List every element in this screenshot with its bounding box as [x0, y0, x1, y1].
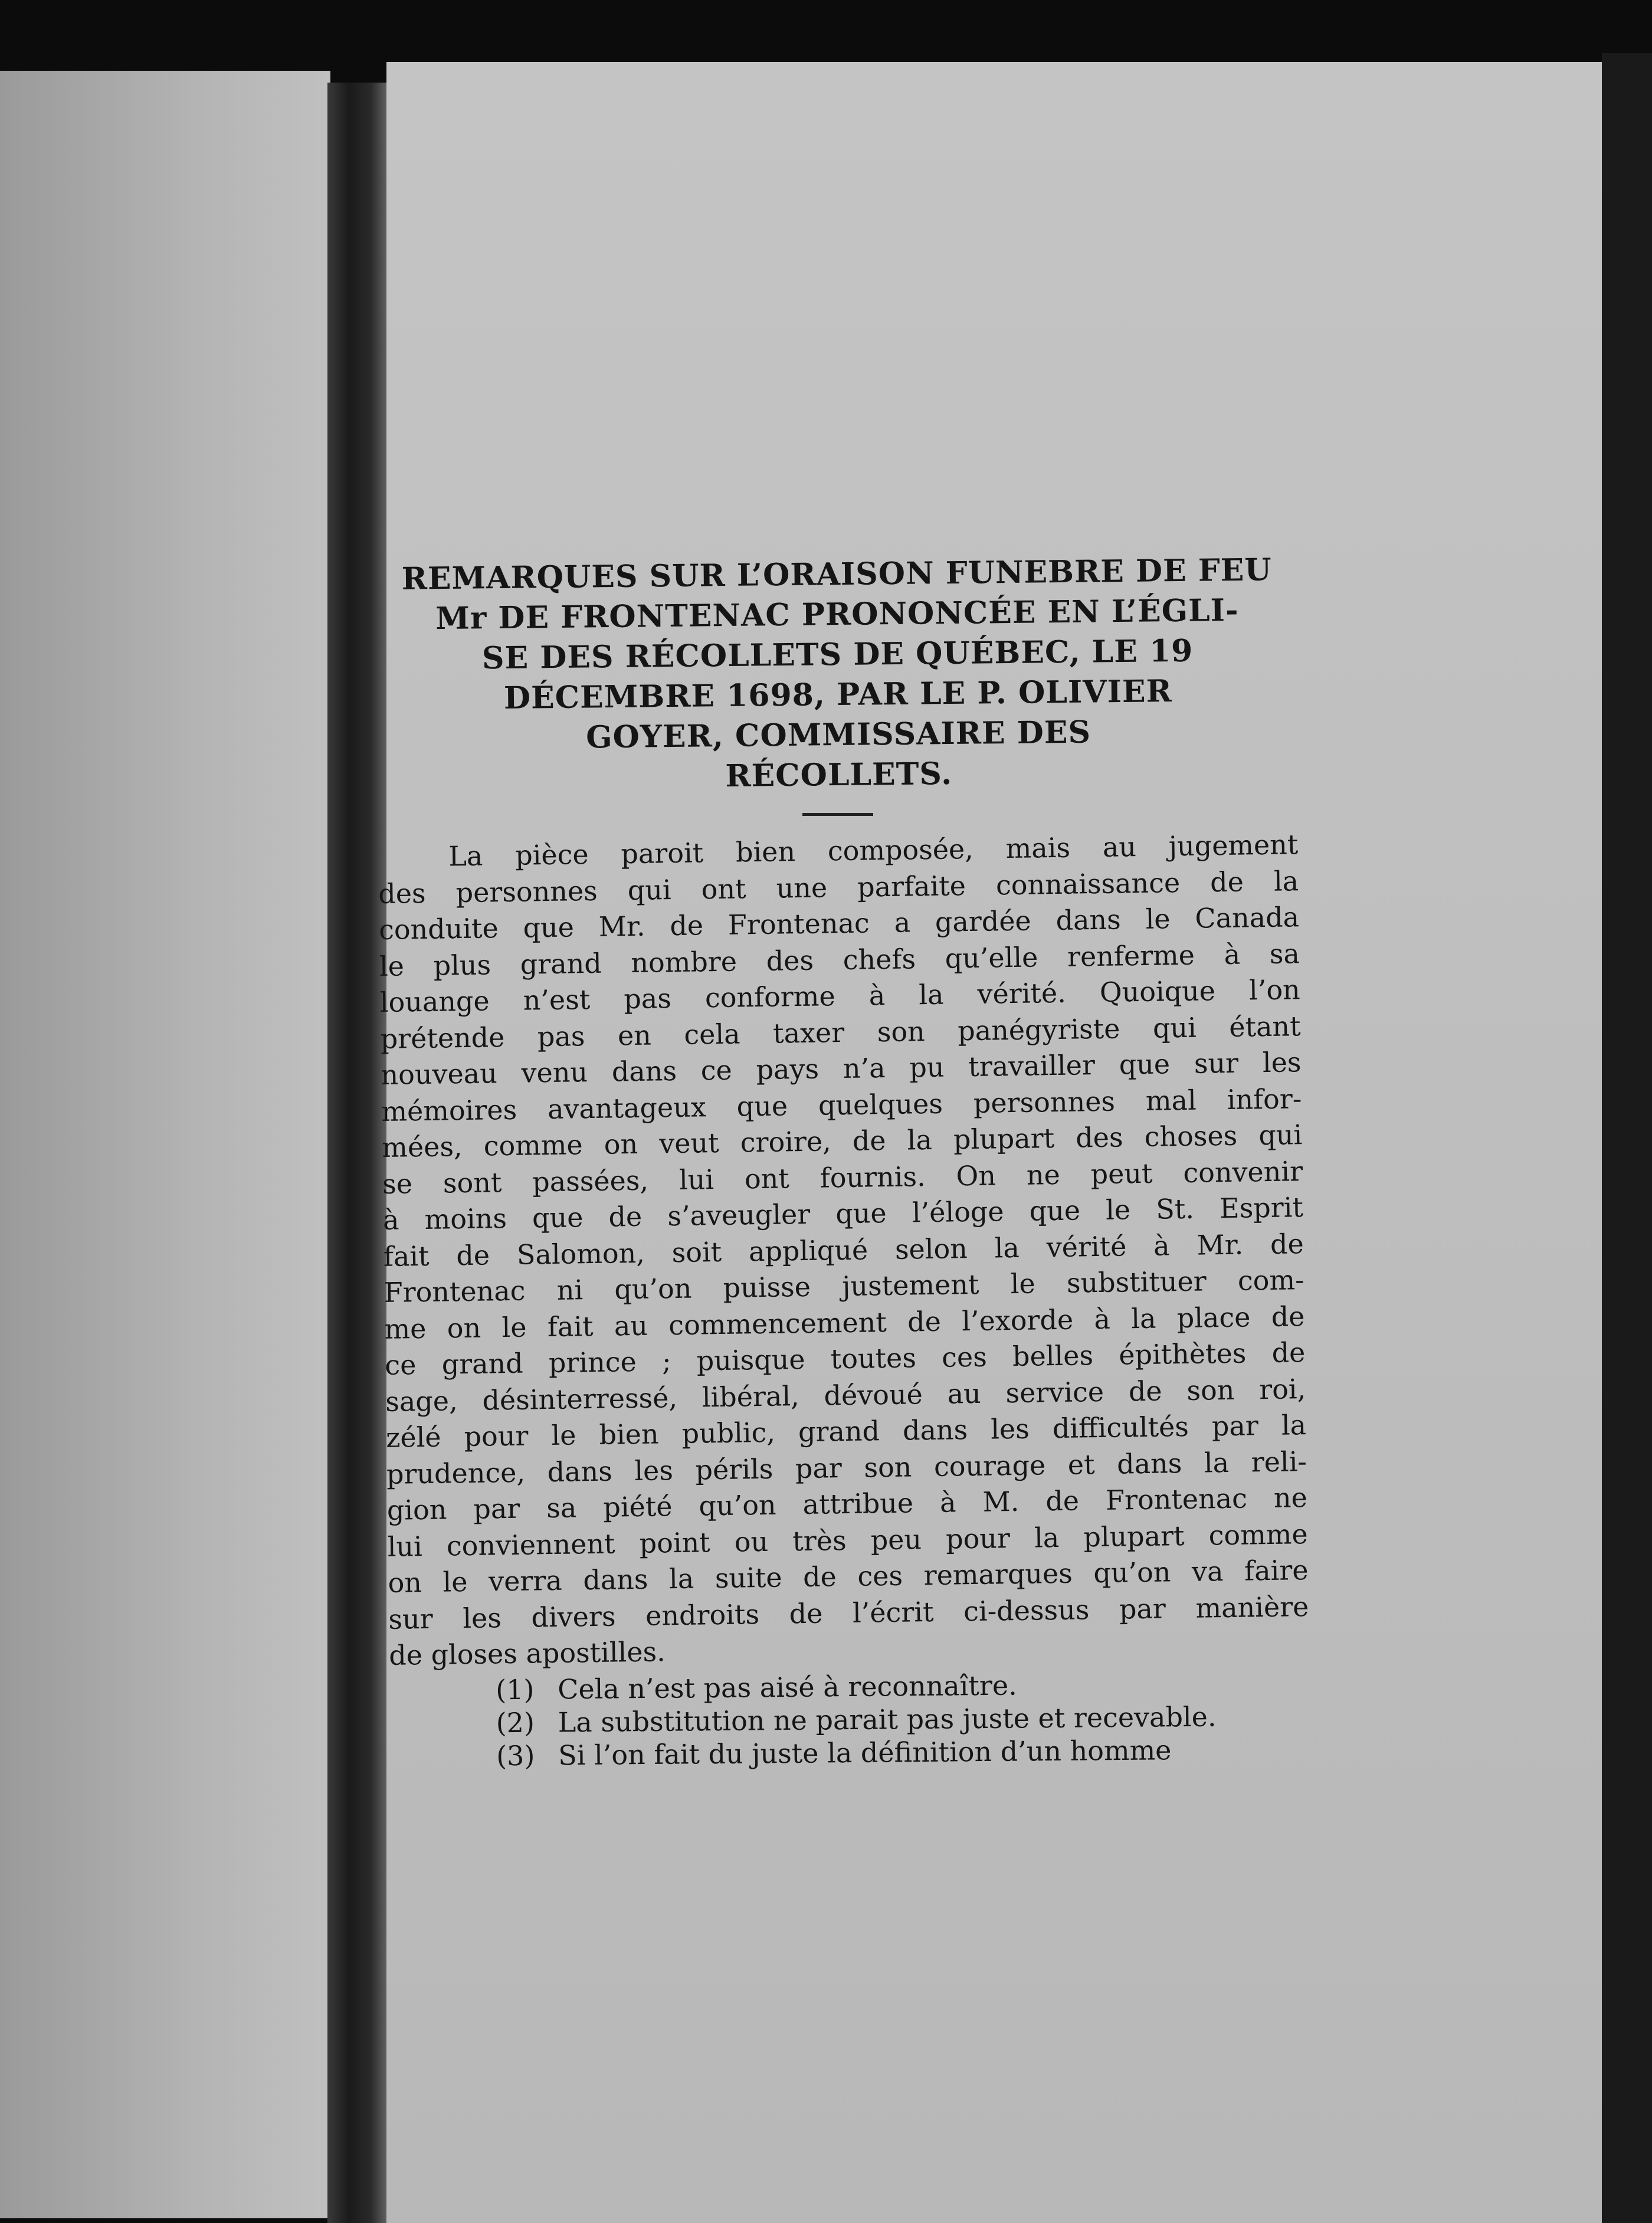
body-line: La pièce paroit bien composée, mais au jugement [448, 828, 1299, 873]
body-line: nouveau venu dans ce pays n’a pu travailler que sur les [381, 1046, 1302, 1091]
body-line: zélé pour le bien public, grand dans les difficultés par la [385, 1409, 1307, 1454]
footnote-number: (3) [496, 1739, 535, 1772]
body-line: sur les divers endroits de l’écrit ci-dessus par manière [388, 1590, 1309, 1635]
left-page-margin [0, 71, 330, 2218]
footnote-text: Cela n’est pas aisé à reconnaître. [557, 1669, 1017, 1705]
title-line: GOYER, COMMISSAIRE DES [585, 714, 1092, 756]
body-line: ce grand prince ; puisque toutes ces belles épithètes de [385, 1336, 1306, 1381]
title-line: REMARQUES SUR L’ORAISON FUNEBRE DE FEU [401, 552, 1273, 597]
title-line: DÉCEMBRE 1698, PAR LE P. OLIVIER [503, 673, 1173, 716]
section-divider [802, 813, 873, 816]
footnote-number: (2) [496, 1706, 535, 1739]
body-line: mémoires avantageux que quelques personnes mal infor- [381, 1082, 1302, 1127]
footnote-2 [496, 1699, 1298, 1739]
body-line: conduite que Mr. de Frontenac a gardée dans le Canada [378, 901, 1300, 946]
body-line: des personnes qui ont une parfaite connaissance de la [378, 864, 1299, 910]
footnote-text: Si l’on fait du juste la définition d’un homme [558, 1733, 1172, 1771]
title-line: SE DES RÉCOLLETS DE QUÉBEC, LE 19 [481, 632, 1194, 677]
page-content [378, 552, 1309, 1773]
footnote-text: La substitution ne parait pas juste et recevable. [558, 1700, 1217, 1738]
body-line: sage, désinterressé, libéral, dévoué au service de son roi, [385, 1372, 1306, 1418]
footnote-3 [496, 1732, 1299, 1772]
footnotes [378, 1666, 1299, 1773]
footnote-number: (1) [496, 1673, 535, 1706]
body-line: se sont passées, lui ont fournis. On ne peut convenir [382, 1155, 1303, 1200]
body-line: prétende pas en cela taxer son panégyriste qui étant [380, 1009, 1301, 1055]
body-line: mées, comme on veut croire, de la plupart des choses qui [381, 1119, 1303, 1163]
body-line: le plus grand nombre des chefs qu’elle renferme à sa [379, 937, 1300, 982]
body-line: fait de Salomon, soit appliqué selon la vérité à Mr. de [383, 1227, 1304, 1273]
body-line: me on le fait au commencement de l’exorde à la place de [384, 1300, 1305, 1345]
title-line: Mr DE FRONTENAC PRONONCÉE EN L’ÉGLI- [435, 592, 1239, 637]
body-line: Frontenac ni qu’on puisse justement le substituer com- [384, 1264, 1304, 1309]
document-title [376, 550, 1299, 800]
body-line: gion par sa piété qu’on attribue à M. de Frontenac ne [386, 1481, 1308, 1526]
body-line: on le verra dans la suite de ces remarques qu’on va faire [388, 1554, 1309, 1599]
body-line: à moins que de s’aveugler que l’éloge que le St. Esprit [382, 1191, 1304, 1236]
body-line: de gloses apostilles. [388, 1635, 666, 1671]
body-line: lui conviennent point ou très peu pour la plupart comme [387, 1517, 1308, 1563]
body-paragraph [378, 827, 1310, 1674]
title-line: RÉCOLLETS. [725, 755, 953, 795]
body-line: louange n’est pas conforme à la vérité. Quoique l’on [379, 973, 1301, 1018]
scan-edge [1602, 53, 1652, 2223]
body-line: prudence, dans les périls par son courage et dans la reli- [386, 1445, 1307, 1490]
